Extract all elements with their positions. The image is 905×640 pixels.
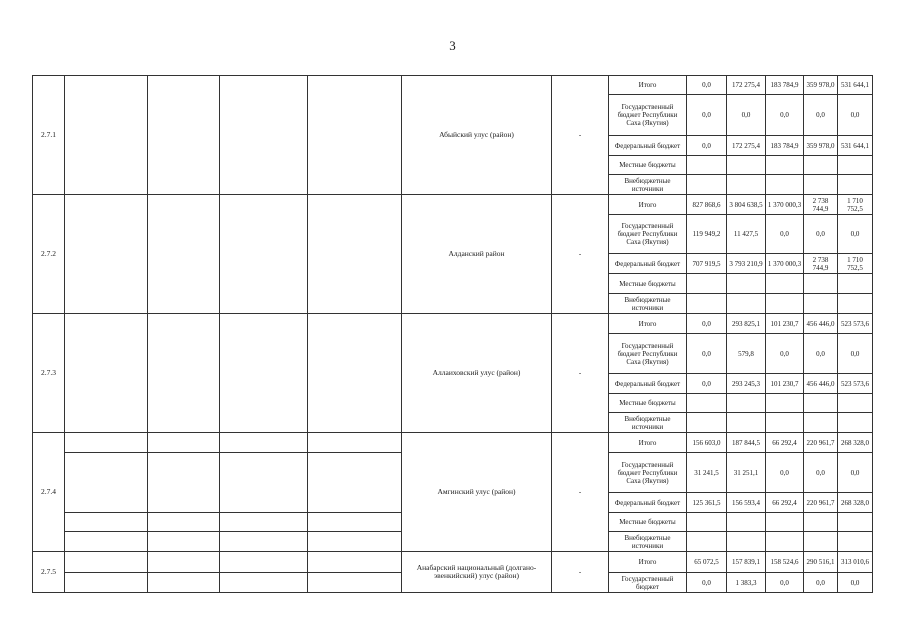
value-cell [766,274,804,294]
value-cell [687,413,727,433]
row-code: 2.7.4 [33,433,65,552]
value-cell [804,294,838,314]
municipality-name: Алданский район [402,195,552,314]
value-cell: 0,0 [804,215,838,254]
empty-cell [65,433,148,453]
empty-cell [65,552,148,573]
empty-cell [65,76,148,195]
value-cell [687,294,727,314]
value-cell: 183 784,9 [766,76,804,95]
municipality-name: Абыйский улус (район) [402,76,552,195]
value-cell: 0,0 [766,453,804,493]
empty-cell [220,453,308,513]
value-cell: 2 738 744,9 [804,195,838,215]
value-cell: 119 949,2 [687,215,727,254]
empty-cell [308,453,402,513]
value-cell: 172 275,4 [727,76,766,95]
page-number: 3 [449,38,456,53]
value-cell: 293 825,1 [727,314,766,334]
value-cell: 827 868,6 [687,195,727,215]
empty-cell [220,76,308,195]
funding-source: Федеральный бюджет [609,493,687,513]
value-cell [766,532,804,552]
value-cell [838,394,873,413]
dash-cell: - [552,314,609,433]
value-cell [687,513,727,532]
value-cell: 66 292,4 [766,493,804,513]
table-row [33,552,873,573]
value-cell: 0,0 [687,95,727,136]
value-cell: 2 738 744,9 [804,254,838,274]
value-cell: 359 978,0 [804,136,838,156]
value-cell: 0,0 [687,334,727,374]
value-cell [766,513,804,532]
empty-cell [308,314,402,433]
value-cell: 0,0 [838,334,873,374]
value-cell: 125 361,5 [687,493,727,513]
value-cell: 172 275,4 [727,136,766,156]
value-cell: 0,0 [687,314,727,334]
value-cell: 359 978,0 [804,76,838,95]
funding-source: Государственный бюджет Республики Саха (Якутия) [609,215,687,254]
empty-cell [308,195,402,314]
empty-cell [308,433,402,453]
value-cell [727,175,766,195]
value-cell: 0,0 [687,76,727,95]
table-row [33,314,873,334]
value-cell: 3 804 638,5 [727,195,766,215]
funding-source: Государственный бюджет [609,573,687,593]
value-cell [838,294,873,314]
empty-cell [308,76,402,195]
value-cell [687,274,727,294]
value-cell: 456 446,0 [804,314,838,334]
value-cell [727,532,766,552]
empty-cell [308,513,402,532]
empty-cell [220,532,308,552]
value-cell [838,156,873,175]
value-cell [804,513,838,532]
municipality-name: Амгинский улус (район) [402,433,552,552]
value-cell: 0,0 [727,95,766,136]
value-cell [687,532,727,552]
value-cell: 66 292,4 [766,433,804,453]
value-cell: 0,0 [687,573,727,593]
empty-cell [148,513,220,532]
value-cell: 531 644,1 [838,136,873,156]
funding-source: Местные бюджеты [609,513,687,532]
value-cell [804,156,838,175]
value-cell: 531 644,1 [838,76,873,95]
value-cell: 0,0 [766,573,804,593]
value-cell [838,175,873,195]
value-cell: 0,0 [838,215,873,254]
empty-cell [148,195,220,314]
value-cell [727,394,766,413]
funding-source: Федеральный бюджет [609,136,687,156]
value-cell: 0,0 [804,573,838,593]
funding-source: Внебюджетные источники [609,294,687,314]
value-cell: 1 370 000,3 [766,254,804,274]
value-cell [766,394,804,413]
table-row [33,76,873,95]
value-cell: 579,8 [727,334,766,374]
empty-cell [65,195,148,314]
funding-source: Федеральный бюджет [609,254,687,274]
value-cell: 268 328,0 [838,433,873,453]
value-cell: 0,0 [766,215,804,254]
value-cell: 0,0 [838,95,873,136]
empty-cell [148,76,220,195]
empty-cell [308,552,402,573]
empty-cell [220,433,308,453]
empty-cell [220,513,308,532]
value-cell: 183 784,9 [766,136,804,156]
value-cell [687,175,727,195]
funding-source: Федеральный бюджет [609,374,687,394]
municipality-name: Анабарский национальный (долгано-эвенкийский) улус (район) [402,552,552,593]
dash-cell: - [552,76,609,195]
empty-cell [148,453,220,513]
value-cell: 523 573,6 [838,314,873,334]
value-cell [804,394,838,413]
value-cell: 11 427,5 [727,215,766,254]
value-cell: 0,0 [838,453,873,493]
empty-cell [65,453,148,513]
row-code: 2.7.1 [33,76,65,195]
funding-source: Государственный бюджет Республики Саха (Якутия) [609,95,687,136]
funding-source: Местные бюджеты [609,274,687,294]
value-cell [727,413,766,433]
value-cell: 0,0 [766,95,804,136]
funding-source: Местные бюджеты [609,394,687,413]
value-cell [727,294,766,314]
municipality-name: Аллаиховский улус (район) [402,314,552,433]
empty-cell [220,552,308,573]
value-cell: 65 072,5 [687,552,727,573]
empty-cell [220,573,308,593]
funding-source: Итого [609,76,687,95]
empty-cell [308,532,402,552]
dash-cell: - [552,433,609,552]
funding-source: Государственный бюджет Республики Саха (Якутия) [609,334,687,374]
funding-source: Итого [609,195,687,215]
value-cell: 156 603,0 [687,433,727,453]
value-cell: 523 573,6 [838,374,873,394]
funding-source: Государственный бюджет Республики Саха (Якутия) [609,453,687,493]
value-cell [727,156,766,175]
funding-source: Внебюджетные источники [609,175,687,195]
empty-cell [65,573,148,593]
value-cell [766,156,804,175]
value-cell: 0,0 [804,95,838,136]
table-row [33,195,873,215]
value-cell [687,156,727,175]
value-cell [727,513,766,532]
value-cell: 158 524,6 [766,552,804,573]
dash-cell: - [552,552,609,593]
budget-table [32,75,873,593]
value-cell [838,274,873,294]
value-cell: 290 516,1 [804,552,838,573]
empty-cell [148,532,220,552]
value-cell: 0,0 [804,334,838,374]
value-cell: 0,0 [687,374,727,394]
value-cell: 220 961,7 [804,433,838,453]
value-cell: 313 010,6 [838,552,873,573]
row-code: 2.7.2 [33,195,65,314]
funding-source: Итого [609,552,687,573]
value-cell [766,413,804,433]
value-cell: 156 593,4 [727,493,766,513]
funding-source: Внебюджетные источники [609,413,687,433]
empty-cell [65,314,148,433]
value-cell [838,413,873,433]
value-cell [766,294,804,314]
value-cell: 187 844,5 [727,433,766,453]
value-cell [687,394,727,413]
value-cell [766,175,804,195]
empty-cell [148,314,220,433]
value-cell: 0,0 [804,453,838,493]
value-cell [804,175,838,195]
empty-cell [65,513,148,532]
value-cell [804,413,838,433]
funding-source: Итого [609,433,687,453]
table-row [33,433,873,453]
empty-cell [65,532,148,552]
empty-cell [148,433,220,453]
value-cell: 31 251,1 [727,453,766,493]
empty-cell [148,552,220,573]
funding-source: Итого [609,314,687,334]
value-cell: 0,0 [766,334,804,374]
value-cell: 101 230,7 [766,374,804,394]
value-cell [804,532,838,552]
empty-cell [220,314,308,433]
value-cell: 0,0 [838,573,873,593]
value-cell [838,532,873,552]
value-cell: 1 383,3 [727,573,766,593]
empty-cell [220,195,308,314]
row-code: 2.7.5 [33,552,65,593]
value-cell: 3 793 210,9 [727,254,766,274]
value-cell: 268 328,0 [838,493,873,513]
row-code: 2.7.3 [33,314,65,433]
dash-cell: - [552,195,609,314]
value-cell: 101 230,7 [766,314,804,334]
value-cell: 1 370 000,3 [766,195,804,215]
value-cell: 707 919,5 [687,254,727,274]
funding-source: Внебюджетные источники [609,532,687,552]
value-cell: 157 839,1 [727,552,766,573]
value-cell: 220 961,7 [804,493,838,513]
value-cell: 293 245,3 [727,374,766,394]
value-cell: 1 710 752,5 [838,195,873,215]
value-cell: 456 446,0 [804,374,838,394]
funding-source: Местные бюджеты [609,156,687,175]
value-cell [727,274,766,294]
value-cell: 1 710 752,5 [838,254,873,274]
value-cell: 31 241,5 [687,453,727,493]
value-cell [804,274,838,294]
value-cell [838,513,873,532]
empty-cell [148,573,220,593]
empty-cell [308,573,402,593]
value-cell: 0,0 [687,136,727,156]
